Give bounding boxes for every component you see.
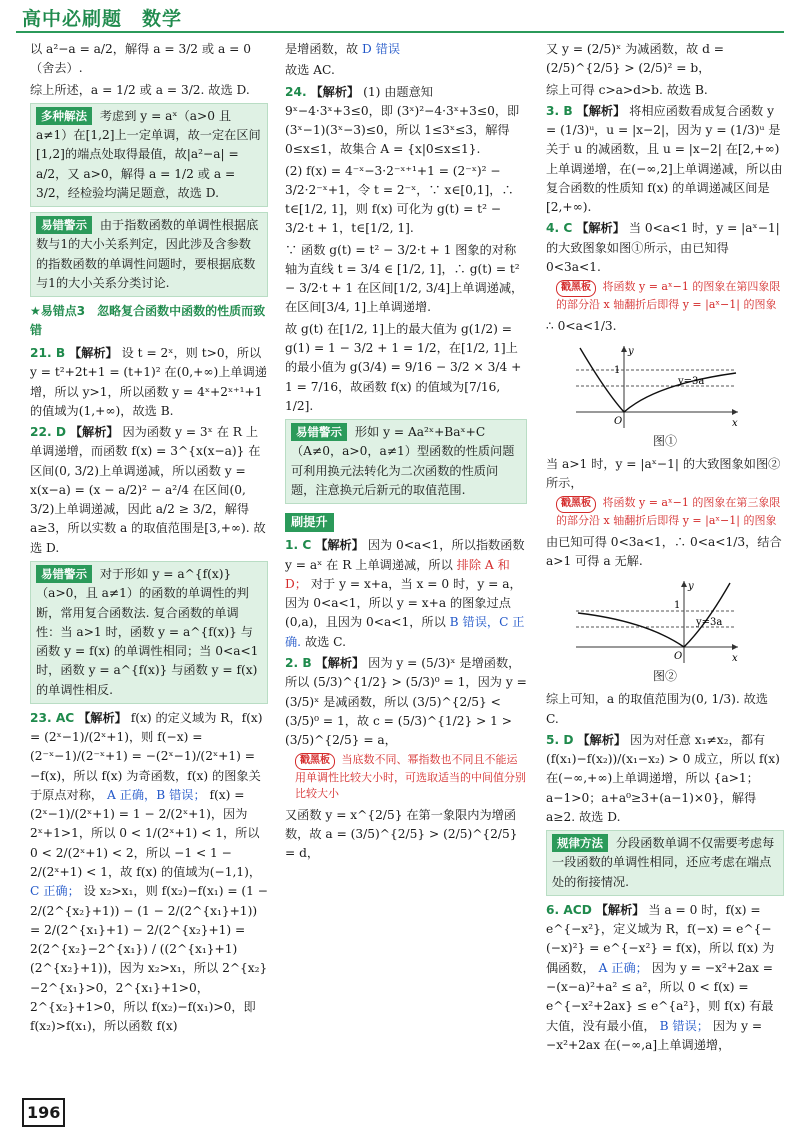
answer-text: 又函数 y = x^{2/5} 在第一象限内为增函数，故 a = (3/5)^{2/5} > (2/5)^{2/5} = d， xyxy=(285,807,518,861)
note-text: 将函数 y = aˣ−1 的图象在第三象限的部分沿 x 轴翻折后即得 y = |aˣ−1| 的图象 xyxy=(556,496,781,527)
answer-text: (2) f(x) = 4⁻ˣ−3·2⁻ˣ⁺¹+1 = (2⁻ˣ)² − 3/2·2⁻ˣ+1，令 t = 2⁻ˣ，∵ x∈[0,1]，∴ t∈[1/2, 1]，则 f(x) 可化为 g(t) = t² − 3/2·t + 1，t∈[1/2, 1]. xyxy=(285,163,514,236)
option-judgement: 排除 A 和 D； xyxy=(285,557,510,591)
book-title: 高中必刷题 数学 xyxy=(22,8,183,30)
analysis-tag: 【解析】 xyxy=(315,655,365,670)
warning-label: 易错警示 xyxy=(36,565,92,583)
answer-text: 因为对任意 x₁≠x₂，都有 (f(x₁)−f(x₂))/(x₁−x₂) > 0 成立，所以 f(x) 在(−∞,+∞)上单调递增，所以 {a>1；a−1>0；a+a⁰≥3+(a−1)×0}，解得 a≥2. 故选 D. xyxy=(546,732,780,824)
note-text: 当底数不同、幂指数也不同且不能运用单调性比较大小时，可选取适当的中间值分别比较大小 xyxy=(295,753,526,800)
answer-4 xyxy=(546,219,784,277)
warning-box xyxy=(30,561,268,704)
warning-box xyxy=(285,419,527,504)
question-number: 22. D xyxy=(30,425,66,440)
option-judgement: C 正确； xyxy=(30,884,80,899)
text-span: 是增函数，故 xyxy=(285,42,359,56)
y-axis-label: y xyxy=(628,345,634,357)
method-text: 分段函数单调不仅需要考虑每一段函数的单调性相同，还应考虑在端点处的衔接情况. xyxy=(552,836,775,889)
option-judgement: A 正确，B 错误； xyxy=(107,787,206,802)
analysis-tag: 【解析】 xyxy=(69,425,119,440)
answer-text: 设 t = 2ˣ，则 t>0，所以 y = t²+2t+1 = (t+1)² 在(0,+∞)上单调递增，所以 y>1，所以函数 y = 4ˣ+2ˣ⁺¹+1 的值域为(1,+∞)，故选 B. xyxy=(30,346,267,418)
analysis-tag: 【解析】 xyxy=(595,902,645,917)
answer-text: 综上可知，a 的取值范围为(0, 1/3). 故选 C. xyxy=(546,692,768,726)
question-number: 5. D xyxy=(546,732,574,747)
answer-text: f(x) = (2ˣ−1)/(2ˣ+1) = 1 − 2/(2ˣ+1)，因为 2ˣ+1>1，所以 0 < 1/(2ˣ+1) < 1，所以 0 < 2/(2ˣ+1) < 2，所以 −1 < 1 − 2/(2ˣ+1) < 1，故 f(x) 的值域为(−1,1)， xyxy=(30,787,262,879)
answer-6 xyxy=(546,901,784,1055)
column-left xyxy=(30,40,268,1103)
analysis-tag: 【解析】 xyxy=(576,221,625,236)
answer-text: 设 x₂>x₁，则 f(x₂)−f(x₁) = (1 − 2/(2^{x₂}+1)) − (1 − 2/(2^{x₁}+1)) = 2/(2^{x₁}+1) − 2/(2^{x₂}+1) = 2(2^{x₂}−2^{x₁}) / ((2^{x₁}+1)(2^{x₂}+1))，因为 x₂>x₁，所以 2^{x₂}−2^{x₁}>0，2^{x₁}+1>0，2^{x₂}+1>0，所以 f(x₂)−f(x₁)>0，即 f(x₂)>f(x₁)，所以函数 f(x) xyxy=(30,884,268,1034)
answer-1 xyxy=(285,536,527,652)
answer-text: 当 a>1 时，y = |aˣ−1| 的大致图象如图②所示， xyxy=(546,456,781,491)
origin-label: O xyxy=(614,415,623,427)
method-box xyxy=(546,830,784,896)
analysis-tag: 【解析】 xyxy=(69,346,118,361)
analysis-tag: 【解析】 xyxy=(78,710,127,725)
analysis-tag: 【解析】 xyxy=(310,84,360,99)
answer-3 xyxy=(546,102,784,218)
answer-21 xyxy=(30,344,268,421)
question-number: 2. B xyxy=(285,655,312,670)
tip-label: 多种解法 xyxy=(36,107,92,125)
answer-text: 将相应函数看成复合函数 y = (1/3)ᵘ，u = |x−2|，因为 y = (1/3)ᵘ 是关于 u 的减函数，且 u = |x−2| 在[2,+∞)上单调递增，在(−∞,2]上单调递减，所以由复合函数的性质知 f(x) 的单调递减区间是[2,+∞). xyxy=(546,103,783,215)
blackboard-note xyxy=(546,495,784,528)
x-axis-label: x xyxy=(732,417,738,429)
curve-abs-ax-minus-1 xyxy=(580,345,736,412)
answer-22 xyxy=(30,423,268,558)
figure-caption: 图① xyxy=(652,433,677,448)
question-number: 1. C xyxy=(285,538,312,553)
option-judgement: A 正确； xyxy=(598,960,648,975)
note-tag: 戳黑板 xyxy=(556,496,596,513)
warning-text: 由于指数函数的单调性根据底数与1的大小关系判定，因此涉及含参数的指数函数的单调性问题时，要根据底数与1的大小关系分类讨论. xyxy=(36,218,259,290)
answer-text: ∵ 函数 g(t) = t² − 3/2·t + 1 图象的对称轴为直线 t = 3/4 ∈ [1/2, 1]，∴ g(t) = t² − 3/2·t + 1 在区间[1/2, 3/4]上单调递减，在区间[3/4, 1]上单调递增. xyxy=(285,242,524,315)
question-number: 24. xyxy=(285,84,307,99)
one-label: 1 xyxy=(614,364,621,376)
answer-text: 由已知可得 0<3a<1，∴ 0<a<1/3，结合 a>1 可得 a 无解. xyxy=(546,534,782,569)
y-axis-arrow xyxy=(681,581,687,587)
curve-abs-ax-minus-1 xyxy=(578,583,730,647)
answer-text: f(x) 的定义域为 R，f(x) = (2ˣ−1)/(2ˣ+1)，则 f(−x) = (2⁻ˣ−1)/(2⁻ˣ+1) = −(2ˣ−1)/(2ˣ+1) = −f(x)，所以 f(x) 为奇函数，f(x) 的图象关于原点对称， xyxy=(30,710,263,802)
tip-text: 考虑到 y = aˣ（a>0 且 a≠1）在[1,2]上一定单调，故一定在区间[1,2]的端点处取得最值，故|a²−a| = a/2，又 a>0，解得 a = 1/2 或 a = 3/2，经检验均满足题意，故选 D. xyxy=(36,108,261,200)
answer-2 xyxy=(285,654,527,750)
y-axis-arrow xyxy=(621,346,627,352)
analysis-tag: 【解析】 xyxy=(315,538,364,553)
text-line: 以 a²−a = a/2，解得 a = 3/2 或 a = 0（舍去）. xyxy=(30,42,251,76)
page-number: 196 xyxy=(22,1098,65,1127)
answer-text: 故 g(t) 在[1/2, 1]上的最大值为 g(1/2) = g(1) = 1 − 3/2 + 1 = 1/2，在[1/2, 1]上的最小值为 g(3/4) = 9/16 − 3/2 × 3/4 + 1 = 7/16，故函数 f(x) 的值域为[7/16, 1/2]. xyxy=(285,321,522,413)
x-axis-arrow xyxy=(732,644,738,650)
warning-box xyxy=(30,212,268,297)
answer-text: 当 0<a<1 时，y = |aˣ−1| 的大致图象如图①所示，由已知得 0<3a<1. xyxy=(546,221,780,274)
analysis-tag: 【解析】 xyxy=(577,732,627,747)
one-label: 1 xyxy=(674,600,681,612)
text-line: 综上所述，a = 1/2 或 a = 3/2. 故选 D. xyxy=(30,82,250,97)
answer-text: 因为函数 y = 3ˣ 在 R 上单调递增，而函数 f(x) = 3^{x(x−a)} 在区间(0, 3/2)上单调递减，所以函数 y = x(x−a) = (x − a/2)² − a²/4 在区间(0, 3/2)上单调递减，因此 a/2 ≥ 3/2，解得 a≥3，所以实数 a 的取值范围是[3,+∞). 故选 D. xyxy=(30,425,266,555)
note-tag: 戳黑板 xyxy=(556,280,596,297)
answer-text: ∴ 0<a<1/3. xyxy=(546,318,617,333)
answer-23 xyxy=(30,709,268,1037)
blackboard-note xyxy=(546,279,784,312)
x-axis-arrow xyxy=(732,409,738,415)
answer-text: 当 a = 0 时，f(x) = e^{−x²}，定义域为 R，f(−x) = e^{−(−x)²} = e^{−x²} = f(x)，所以 f(x) 为偶函数， xyxy=(546,902,775,975)
y-3a-label: y=3a xyxy=(678,375,705,387)
text-line: 综上可得 c>a>d>b. 故选 B. xyxy=(546,82,708,97)
warning-label: 易错警示 xyxy=(291,423,347,441)
note-tag: 戳黑板 xyxy=(295,753,335,770)
answer-text: 因为 y = (5/3)ˣ 是增函数，所以 (5/3)^{1/2} > (5/3)⁰ = 1，因为 y = (3/5)ˣ 是减函数，所以 (3/5)^{2/5} < (3/5)⁰ = 1，故 c = (5/3)^{1/2} > 1 > (3/5)^{2/5} = a， xyxy=(285,655,527,748)
y-axis-label: y xyxy=(688,581,694,593)
section-heading: 刷提升 xyxy=(285,513,334,532)
header-divider xyxy=(16,31,784,33)
column-middle xyxy=(285,40,527,1103)
answer-5 xyxy=(546,731,784,827)
question-number: 6. ACD xyxy=(546,902,592,917)
text-line: 又 y = (2/5)ˣ 为减函数，故 d = (2/5)^{2/5} > (2/5)² = b， xyxy=(546,42,724,76)
graph-figure-1 xyxy=(566,340,746,432)
question-number: 4. C xyxy=(546,221,573,236)
warning-text: 对于形如 y = a^{f(x)}（a>0，且 a≠1）的函数的单调性的判断，常用复合函数法. 复合函数的单调性：当 a>1 时，函数 y = a^{f(x)} 与函数 y = f(x) 的单调性相同；当 0<a<1 时，函数 y = a^{f(x)} 与函数 y = f(x) 的单调性相反. xyxy=(36,567,259,697)
tip-box xyxy=(30,103,268,207)
analysis-tag: 【解析】 xyxy=(576,103,626,118)
question-number: 3. B xyxy=(546,103,573,118)
question-number: 21. B xyxy=(30,346,66,361)
method-label: 规律方法 xyxy=(552,834,608,852)
x-axis-label: x xyxy=(732,653,738,665)
answer-24 xyxy=(285,83,527,160)
section-heading: ★易错点3 忽略复合函数中函数的性质而致错 xyxy=(30,304,266,338)
answer-text: 因为 0<a<1，所以指数函数 y = aˣ 在 R 上单调递减，所以 xyxy=(285,538,525,572)
question-number: 23. AC xyxy=(30,710,75,725)
answer-text: (1) 由题意知 9ˣ−4·3ˣ+3≤0，即 (3ˣ)²−4·3ˣ+3≤0，即 (3ˣ−1)(3ˣ−3)≤0，所以 1≤3ˣ≤3，解得 0≤x≤1，故集合 A = {x|0≤x≤1}. xyxy=(285,84,520,157)
option-judgement: D 错误 xyxy=(362,42,401,56)
option-judgement: B 错误； xyxy=(659,1018,709,1033)
warning-text: 形如 y = Aa²ˣ+Baˣ+C（A≠0，a>0，a≠1）型函数的性质问题可利用换元法转化为二次函数的性质问题，注意换元后新元的取值范围. xyxy=(291,425,515,497)
option-judgement: B 错误，C 正确. xyxy=(285,615,525,649)
answer-text: 对于 y = x+a，当 x = 0 时，y = a，因为 0<a<1，所以 y = x+a 的图象过点(0,a)，且因为 0<a<1，所以 xyxy=(285,576,522,630)
answer-text: 因为 y = −x²+2ax = −(x−a)²+a² ≤ a²，所以 0 < f(x) = e^{−x²+2ax} ≤ e^{a²}，则 f(x) 有最大值，没有最小值， xyxy=(546,960,774,1033)
graph-figure-2 xyxy=(566,575,746,667)
answer-text: 故选 C. xyxy=(304,634,346,649)
y-3a-label: y=3a xyxy=(696,617,723,629)
text-line xyxy=(285,40,527,59)
origin-label: O xyxy=(674,651,683,663)
text-line: 故选 AC. xyxy=(285,63,335,78)
page-header xyxy=(0,0,800,36)
note-text: 将函数 y = aˣ−1 的图象在第四象限的部分沿 x 轴翻折后即得 y = |aˣ−1| 的图象 xyxy=(556,280,781,311)
figure-caption: 图② xyxy=(652,669,677,684)
column-right xyxy=(546,40,784,1103)
blackboard-note xyxy=(285,752,527,801)
answer-text: 因为 y = −x²+2ax 在(−∞,a]上单调递增， xyxy=(546,1018,763,1052)
warning-label: 易错警示 xyxy=(36,216,92,234)
